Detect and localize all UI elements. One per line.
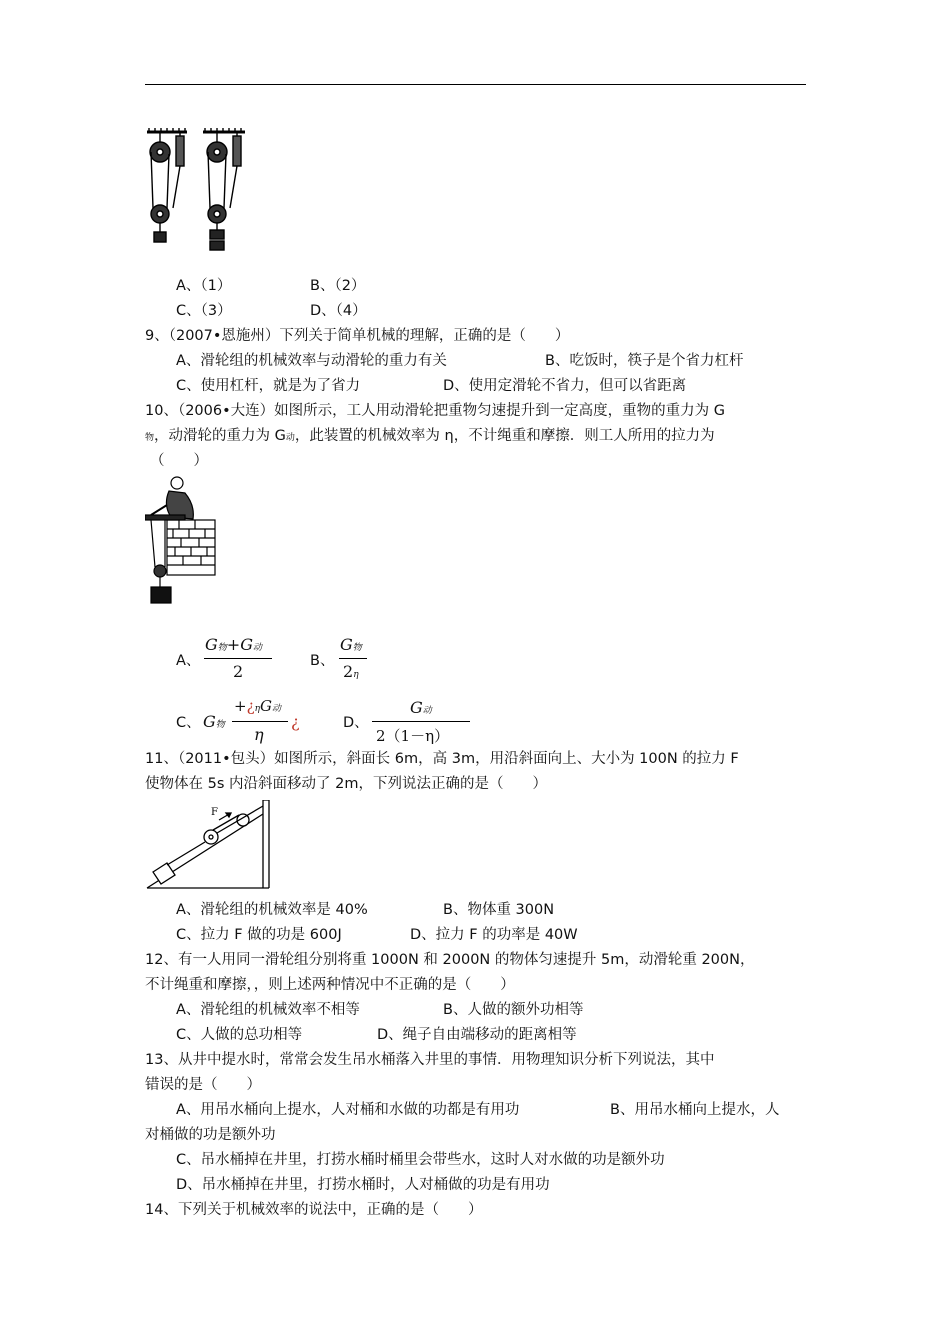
q13-option-b[interactable]: B、用吊水桶向上提水，人 — [610, 1102, 780, 1118]
q13-option-b-cont: 对桶做的功是额外功 — [145, 1127, 276, 1143]
fc-q2: ¿ — [291, 712, 300, 731]
fa-g2: G — [240, 635, 253, 654]
q8-option-a[interactable]: A、（1） — [176, 278, 232, 294]
fa-sub2: 动 — [252, 643, 262, 653]
fc-q1: ¿ — [246, 697, 255, 715]
pulley-systems-figure — [145, 128, 255, 258]
incline-pulley-figure — [145, 800, 275, 893]
q10-stem-line1: 10、（2006•大连）如图所示，工人用动滑轮把重物匀速提升到一定高度，重物的重力为 G — [145, 403, 725, 419]
q12-option-a[interactable]: A、滑轮组的机械效率不相等 — [176, 1002, 360, 1018]
q10-option-d-label[interactable]: D、 — [343, 715, 369, 731]
header-rule — [145, 84, 806, 85]
q10-option-c-label[interactable]: C、 — [176, 715, 201, 731]
fd-den: 2（1－η） — [376, 727, 450, 745]
q8-option-c[interactable]: C、（3） — [176, 303, 232, 319]
fc-sub1: 物 — [215, 720, 225, 730]
q10-line2-b: ，此装置的机械效率为 η，不计绳重和摩擦．则工人所用的拉力为 — [294, 428, 715, 444]
fc-sub2: 动 — [272, 704, 282, 714]
q8-option-d[interactable]: D、（4） — [310, 303, 367, 319]
fa-sub1: 物 — [217, 643, 227, 653]
fc-plus: + — [234, 697, 247, 715]
q12-option-b[interactable]: B、人做的额外功相等 — [443, 1002, 584, 1018]
fc-den: η — [254, 725, 264, 744]
q11-stem-line1: 11、（2011•包头）如图所示，斜面长 6m，高 3m，用沿斜面向上、大小为 100N 的拉力 F — [145, 751, 739, 767]
fb-den-sub: η — [353, 670, 359, 680]
fd-g: G — [410, 698, 423, 717]
q14-stem: 14、下列关于机械效率的说法中，正确的是（ ） — [145, 1202, 483, 1218]
q9-option-d[interactable]: D、使用定滑轮不省力，但可以省距离 — [443, 378, 687, 394]
q9-option-c[interactable]: C、使用杠杆，就是为了省力 — [176, 378, 361, 394]
incline-figure-label: F — [211, 807, 218, 818]
q11-option-d[interactable]: D、拉力 F 的功率是 40W — [410, 927, 578, 943]
worker-pulley-figure — [145, 475, 220, 610]
q11-option-c[interactable]: C、拉力 F 做的功是 600J — [176, 927, 342, 943]
q10-sub-dong: 动 — [285, 433, 295, 443]
q13-option-c[interactable]: C、吊水桶掉在井里，打捞水桶时桶里会带些水，这时人对水做的功是额外功 — [176, 1152, 665, 1168]
q11-option-a[interactable]: A、滑轮组的机械效率是 40% — [176, 902, 368, 918]
fa-den: 2 — [233, 662, 244, 681]
q9-option-b[interactable]: B、吃饭时，筷子是个省力杠杆 — [545, 353, 744, 369]
q10-stem-line2 — [145, 426, 715, 448]
q13-option-a[interactable]: A、用吊水桶向上提水，人对桶和水做的功都是有用功 — [176, 1102, 520, 1118]
q10-sub-wu: 物 — [145, 433, 155, 443]
q8-option-b[interactable]: B、（2） — [310, 278, 366, 294]
q13-stem-line2: 错误的是（ ） — [145, 1077, 261, 1093]
q10-option-a-label[interactable]: A、 — [176, 653, 201, 669]
q10-line2-a: ，动滑轮的重力为 G — [154, 428, 286, 444]
q9-stem: 9、（2007•恩施州）下列关于简单机械的理解，正确的是（ ） — [145, 328, 570, 344]
q12-option-d[interactable]: D、绳子自由端移动的距离相等 — [377, 1027, 577, 1043]
q12-stem-line1: 12、有一人用同一滑轮组分别将重 1000N 和 2000N 的物体匀速提升 5m，动滑轮重 200N， — [145, 952, 755, 968]
q13-stem-line1: 13、从井中提水时，常常会发生吊水桶落入井里的事情．用物理知识分析下列说法，其中 — [145, 1052, 715, 1068]
fc-g2: G — [260, 697, 273, 715]
fc-g1: G — [203, 712, 216, 731]
q11-stem-line2: 使物体在 5s 内沿斜面移动了 2m，下列说法正确的是（ ） — [145, 776, 547, 792]
q10-stem-line3: （ ） — [150, 453, 208, 469]
fb-g: G — [340, 635, 353, 654]
q10-option-b-label[interactable]: B、 — [310, 653, 335, 669]
q12-stem-line2: 不计绳重和摩擦，，则上述两种情况中不正确的是（ ） — [145, 977, 515, 993]
q11-option-b[interactable]: B、物体重 300N — [443, 902, 555, 918]
q13-option-d[interactable]: D、吊水桶掉在井里，打捞水桶时，人对桶做的功是有用功 — [176, 1177, 550, 1193]
fc-eta-sub: η — [254, 704, 261, 714]
q9-option-a[interactable]: A、滑轮组的机械效率与动滑轮的重力有关 — [176, 353, 447, 369]
fa-g1: G — [205, 635, 218, 654]
fb-sub: 物 — [352, 643, 362, 653]
fb-den: 2 — [343, 662, 354, 681]
fd-sub: 动 — [422, 706, 432, 716]
fa-plus: + — [226, 635, 241, 654]
q12-option-c[interactable]: C、人做的总功相等 — [176, 1027, 303, 1043]
